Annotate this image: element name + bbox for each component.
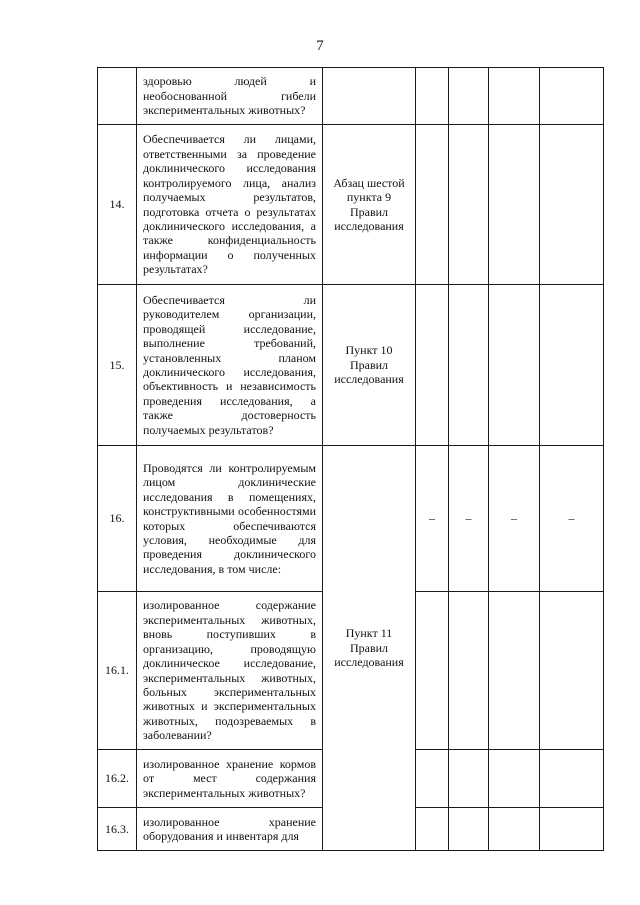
answer-yes-cell (416, 68, 449, 125)
answer-no-cell (449, 750, 489, 808)
row-number: 16. (98, 446, 137, 592)
answer-no-cell (449, 592, 489, 750)
note-cell (540, 592, 604, 750)
answer-no-cell (449, 68, 489, 125)
answer-yes-cell (416, 592, 449, 750)
row-number: 15. (98, 285, 137, 446)
answer-no-cell (449, 125, 489, 285)
note-cell (540, 750, 604, 808)
table-row (98, 285, 604, 446)
question-text: Обеспечивается ли лицами, ответственными за проведение доклинического исследования контролируемого лица, анализ получаемых результатов, подготовка отчета о результатах доклинического исследования, а также конфиденциальность информации о полученных результатах? (137, 125, 323, 285)
question-text: здоровью людей и необоснованной гибели экспериментальных животных? (137, 68, 323, 125)
answer-na-cell (489, 285, 540, 446)
answer-na-cell (489, 125, 540, 285)
row-number: 14. (98, 125, 137, 285)
checklist-table (97, 67, 604, 851)
table-row (98, 68, 604, 125)
row-number (98, 68, 137, 125)
question-text: изолированное хранение оборудования и инвентаря для (137, 808, 323, 851)
dash-mark: – (416, 446, 449, 592)
note-cell (540, 68, 604, 125)
note-cell (540, 285, 604, 446)
reference-text: Пункт 10 Правил исследования (323, 285, 416, 446)
reference-text (323, 68, 416, 125)
page-number: 7 (316, 38, 324, 54)
row-number: 16.2. (98, 750, 137, 808)
answer-yes-cell (416, 285, 449, 446)
table-row (98, 446, 604, 592)
question-text: изолированное хранение кормов от мест содержания экспериментальных животных? (137, 750, 323, 808)
answer-no-cell (449, 808, 489, 851)
dash-mark: – (489, 446, 540, 592)
question-text: Проводятся ли контролируемым лицом доклинические исследования в помещениях, конструктивными особенностями которых обеспечиваются условия, необходимые для проведения доклинического исследования, в том числе: (137, 446, 323, 592)
answer-yes-cell (416, 750, 449, 808)
dash-mark: – (540, 446, 604, 592)
note-cell (540, 808, 604, 851)
question-text: изолированное содержание экспериментальных животных, вновь поступивших в организацию, проводящую доклиническое исследование, экспериментальных животных, больных экспериментальных животных и экспериментальных животных, подозреваемых в заболевании? (137, 592, 323, 750)
question-text: Обеспечивается ли руководителем организации, проводящей исследование, выполнение требований, установленных планом доклинического исследования, объективность и независимость проведения исследования, а также достоверность получаемых результатов? (137, 285, 323, 446)
answer-na-cell (489, 592, 540, 750)
answer-no-cell (449, 285, 489, 446)
dash-mark: – (449, 446, 489, 592)
table-row (98, 125, 604, 285)
answer-na-cell (489, 68, 540, 125)
row-number: 16.3. (98, 808, 137, 851)
note-cell (540, 125, 604, 285)
answer-na-cell (489, 750, 540, 808)
answer-yes-cell (416, 125, 449, 285)
row-number: 16.1. (98, 592, 137, 750)
answer-yes-cell (416, 808, 449, 851)
reference-text: Пункт 11 Правил исследования (323, 446, 416, 851)
answer-na-cell (489, 808, 540, 851)
reference-text: Абзац шестой пункта 9 Правил исследования (323, 125, 416, 285)
